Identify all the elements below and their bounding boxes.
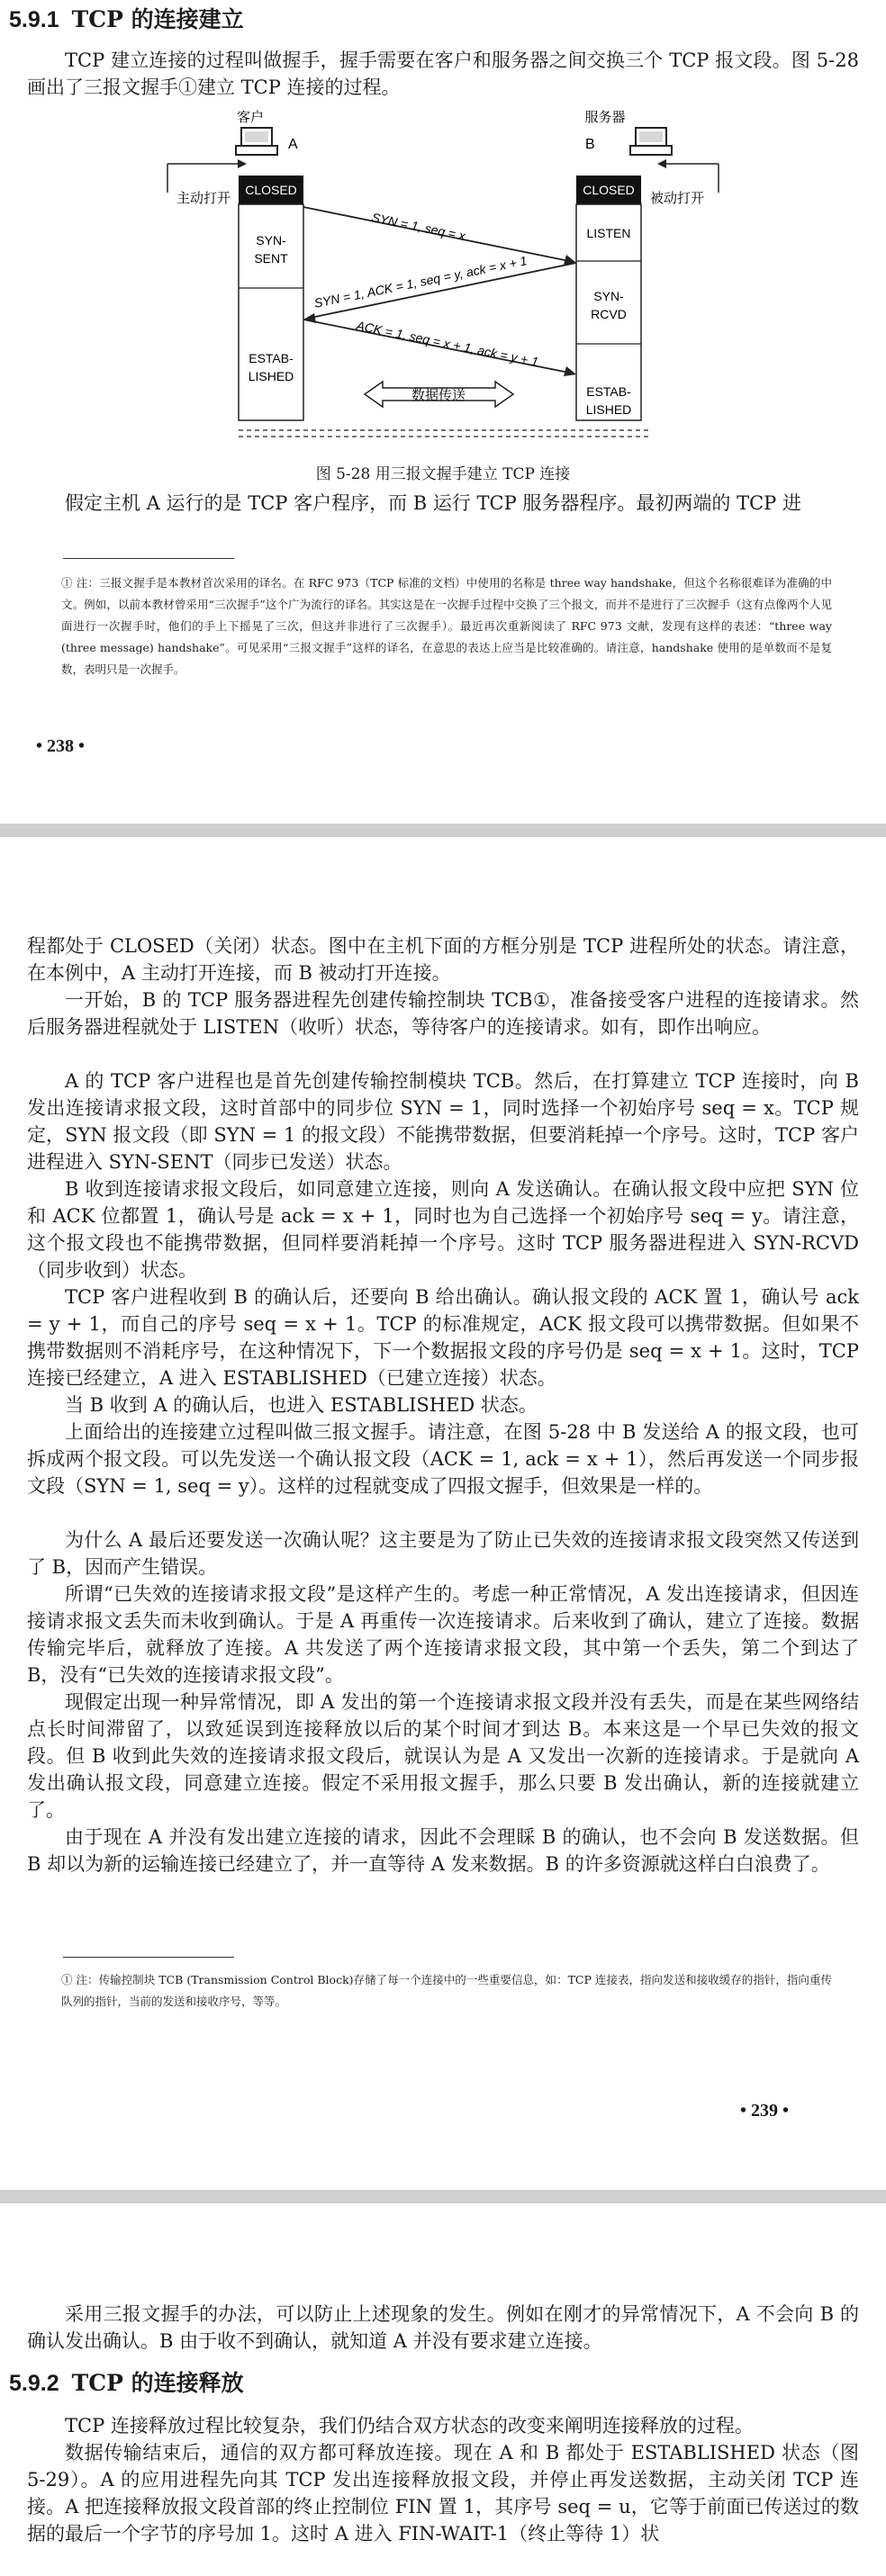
state-listen: LISTEN (586, 226, 631, 240)
footnote-handshake: ① 注：三报文握手是本教材首次采用的译名。在 RFC 973（TCP 标准的文档）中使用的名称是 three way handshake，但这个名称很难译为准确的中文。例如，以前本教材曾采用“三次握手”这个广为流行的译名。其实这是在一次握手过程中交换了三个报文，而并不是进行了三次握手（这有点像两个人见面进行一次握手时，他们的手上下摇晃了三次，但这并非进行了三次握手）。最近再次重新阅读了 RFC 973 文献，发现有这样的表述：“three way (three message) handshake”。可见采用“三报文握手”这样的译名，在意思的表达上应当是比较准确的。请注意，handshake 使用的是单数而不是复数，表明只是一次握手。 (61, 576, 832, 676)
figure-5-28-three-way-handshake (0, 108, 886, 450)
paragraph-syn-sent: A 的 TCP 客户进程也是首先创建传输控制模块 TCB。然后，在打算建立 TCP 连接时，向 B 发出连接请求报文段，这时首部中的同步位 SYN = 1，同时选择一个初始序号 seq = x。TCP 规定，SYN 报文段（即 SYN = 1 的报文段）不能携带数据，但要消耗掉一个序号。这时，TCP 客户进程进入 SYN-SENT（同步已发送）状态。 (27, 1070, 859, 1173)
paragraph-prevent: 采用三报文握手的办法，可以防止上述现象的发生。例如在刚才的异常情况下，A 不会向 B 的确认发出确认。B 由于收不到确认，就知道 A 并没有要求建立连接。 (27, 2303, 859, 2352)
paragraph-release-intro: TCP 连接释放过程比较复杂，我们仍结合双方状态的改变来阐明连接释放的过程。 (65, 2415, 754, 2436)
paragraph-invalid-request: 所谓“已失效的连接请求报文段”是这样产生的。考虑一种正常情况，A 发出连接请求，但因连接请求报文丢失而未收到确认。于是 A 再重传一次连接请求。后来收到了确认，建立了连接。数据传输完毕后，就释放了连接。A 共发送了两个连接请求报文段，其中第一个丢失，第二个到达了 B，没有“已失效的连接请求报文段”。 (27, 1583, 859, 1686)
state-established-b-line1: ESTAB- (586, 384, 631, 399)
page-238 (0, 0, 886, 824)
message-syn-ack: SYN = 1, ACK = 1, seq = y, ack = x + 1 (312, 253, 529, 311)
paragraph-established: TCP 客户进程收到 B 的确认后，还要向 B 给出确认。确认报文段的 ACK 置 1，确认号 ack = y + 1，而自己的序号 seq = x + 1。TCP 的标准规定，ACK 报文段可以携带数据。但如果不携带数据则不消耗序号，在这种情况下，下一个数据报文段的序号仍是 seq = x + 1。这时，TCP 连接已经建立，A 进入 ESTABLISHED（已建立连接）状态。 (27, 1286, 859, 1389)
host-a-label: A (288, 137, 298, 152)
server-label: 服务器 (584, 110, 626, 125)
client-label: 客户 (236, 110, 265, 125)
state-established-b-line2: LISHED (585, 402, 632, 417)
state-closed-b: CLOSED (583, 183, 635, 197)
passive-open-label: 被动打开 (650, 191, 705, 206)
page-239 (0, 837, 886, 2190)
message-ack: ACK = 1, seq = x + 1, ack = y + 1 (355, 318, 540, 369)
state-syn-sent-line2: SENT (254, 251, 288, 266)
server-computer-icon (630, 128, 672, 155)
host-b-label: B (585, 137, 595, 152)
state-closed-a: CLOSED (245, 183, 297, 197)
figure-caption: 图 5-28 用三报文握手建立 TCP 连接 (315, 465, 571, 483)
message-syn: SYN = 1, seq = x (370, 210, 467, 244)
state-established-a-line2: LISHED (248, 369, 294, 383)
page-gap (0, 2190, 886, 2203)
paragraph-b-established: 当 B 收到 A 的确认后，也进入 ESTABLISHED 状态。 (65, 1394, 538, 1416)
data-transfer-label: 数据传送 (411, 388, 466, 403)
state-established-a-line1: ESTAB- (249, 351, 294, 365)
state-syn-rcvd-line2: RCVD (591, 307, 627, 321)
paragraph-abnormal: 现假定出现一种异常情况，即 A 发出的第一个连接请求报文段并没有丢失，而是在某些网络结点长时间滞留了，以致延误到连接释放以后的某个时间才到达 B。本来这是一个早已失效的报文段。但 B 收到此失效的连接请求报文段后，就误认为是 A 又发出一次新的连接请求。于是就向 A 发出确认报文段，同意建立连接。假定不采用报文握手，那么只要 B 发出确认，新的连接就建立了。 (27, 1691, 859, 1821)
page-number-238: • 238 • (36, 736, 86, 756)
paragraph-waste: 由于现在 A 并没有发出建立连接的请求，因此不会理睬 B 的确认，也不会向 B 发送数据。但 B 却以为新的运输连接已经建立了，并一直等待 A 发来数据。B 的许多资源就这样白白浪费了。 (27, 1826, 859, 1875)
section-title-5-9-1: 5.9.1 TCP 的连接建立 (9, 6, 244, 32)
page-240 (0, 2203, 886, 2576)
footnote-tcb: ① 注：传输控制块 TCB (Transmission Control Block)存储了每一个连接中的一些重要信息，如：TCP 连接表，指向发送和接收缓存的指针，指向重传队列的指针，当前的发送和接收序号，等等。 (61, 1973, 832, 2008)
footnote-rule (63, 558, 234, 559)
paragraph-release-fin: 数据传输结束后，通信的双方都可释放连接。现在 A 和 B 都处于 ESTABLISHED 状态（图 5-29）。A 的应用进程先向其 TCP 发出连接释放报文段，并停止再发送数据，主动关闭 TCP 连接。A 把连接释放报文段首部的终止控制位 FIN 置 1，其序号 seq = u，它等于前面已传送过的数据的最后一个字节的序号加 1。这时 A 进入 FIN-WAIT-1（终止等待 1）状 (27, 2442, 859, 2544)
footnote-rule (63, 1957, 234, 1958)
client-computer-icon (236, 128, 277, 155)
section-title-5-9-2: 5.9.2 TCP 的连接释放 (9, 2370, 244, 2396)
paragraph-why-ack: 为什么 A 最后还要发送一次确认呢？这主要是为了防止已失效的连接请求报文段突然又传送到了 B，因而产生错误。 (27, 1529, 859, 1578)
intro-paragraph: TCP 建立连接的过程叫做握手，握手需要在客户和服务器之间交换三个 TCP 报文段。图 5-28 画出了三报文握手①建立 TCP 连接的过程。 (27, 50, 859, 98)
page-number-239: • 239 • (740, 2101, 790, 2121)
page-gap (0, 824, 886, 837)
state-syn-rcvd-line1: SYN- (593, 289, 624, 303)
paragraph-tcb: 一开始，B 的 TCP 服务器进程先创建传输控制块 TCB①，准备接受客户进程的连接请求。然后服务器进程就处于 LISTEN（收听）状态，等待客户的连接请求。如有，即作出响应。 (27, 989, 859, 1038)
paragraph-closed-state: 程都处于 CLOSED（关闭）状态。图中在主机下面的方框分别是 TCP 进程所处的状态。请注意，在本例中，A 主动打开连接，而 B 被动打开连接。 (27, 935, 859, 984)
state-syn-sent-line1: SYN- (256, 233, 286, 248)
active-open-label: 主动打开 (176, 191, 231, 206)
paragraph-three-way: 上面给出的连接建立过程叫做三报文握手。请注意，在图 5-28 中 B 发送给 A 的报文段，也可拆成两个报文段。可以先发送一个确认报文段（ACK = 1, ack = x + 1），然后再发送一个同步报文段（SYN = 1, seq = y）。这样的过程就变成了四报文握手，但效果是一样的。 (27, 1421, 859, 1497)
paragraph-hosts: 假定主机 A 运行的是 TCP 客户程序，而 B 运行 TCP 服务器程序。最初两端的 TCP 进 (65, 492, 801, 514)
paragraph-syn-rcvd: B 收到连接请求报文段后，如同意建立连接，则向 A 发送确认。在确认报文段中应把 SYN 位和 ACK 位都置 1，确认号是 ack = x + 1，同时也为自己选择一个初始序号 seq = y。请注意，这个报文段也不能携带数据，但同样要消耗掉一个序号。这时 TCP 服务器进程进入 SYN-RCVD（同步收到）状态。 (27, 1178, 859, 1281)
